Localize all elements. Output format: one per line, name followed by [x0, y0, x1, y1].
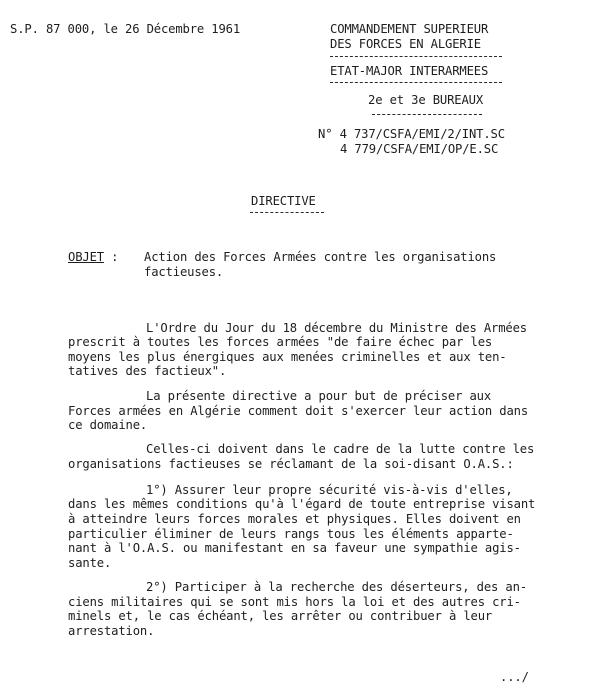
list-item-line: minels et, le cas échéant, les arrêter ou contribuer à leur: [68, 609, 493, 623]
paragraph-line: moyens les plus énergiques aux menées criminelles et aux ten-: [68, 350, 507, 364]
header-divider: [372, 114, 482, 115]
list-item-line: ciens militaires qui se sont mis hors la loi et des autres cri-: [68, 595, 521, 609]
subject-label: OBJET: [68, 250, 104, 264]
list-item-line: particulier éliminer de leurs rangs tous les éléments apparte-: [68, 527, 514, 541]
paragraph-line: Celles-ci doivent dans le cadre de la lutte contre les: [146, 442, 535, 456]
reference-number-1: N° 4 737/CSFA/EMI/2/INT.SC: [318, 127, 505, 141]
header-divider: [330, 82, 502, 83]
subject-text: Action des Forces Armées contre les organisations: [144, 250, 497, 264]
list-item-line: dans les mêmes conditions qu'à l'égard de toute entreprise visant: [68, 497, 536, 511]
title-underline: [250, 212, 324, 213]
subject-line: [68, 250, 118, 264]
org-name-line1: COMMANDEMENT SUPERIEUR: [330, 22, 489, 36]
paragraph-line: Forces armées en Algérie comment doit s'exercer leur action dans: [68, 404, 528, 418]
bureaux: 2e et 3e BUREAUX: [368, 93, 483, 107]
subject-separator: :: [103, 250, 119, 264]
paragraph-line: ce domaine.: [68, 418, 148, 432]
list-item-line: à atteindre leurs forces morales et physiques. Elles doivent en: [68, 512, 521, 526]
list-item-line: 1°) Assurer leur propre sécurité vis-à-vis d'elles,: [146, 483, 513, 497]
org-name-line2: DES FORCES EN ALGERIE: [330, 37, 481, 51]
paragraph-line: prescrit à toutes les forces armées "de faire échec par les: [68, 335, 493, 349]
paragraph-line: organisations factieuses se réclamant de la soi-disant O.A.S.:: [68, 457, 514, 471]
header-divider: [330, 56, 502, 57]
staff-name: ETAT-MAJOR INTERARMEES: [330, 64, 489, 78]
list-item-line: 2°) Participer à la recherche des déserteurs, des an-: [146, 580, 527, 594]
subject-text: factieuses.: [144, 265, 224, 279]
list-item-line: nant à l'O.A.S. ou manifestant en sa faveur une sympathie agis-: [68, 541, 521, 555]
continuation-mark: .../: [500, 670, 529, 684]
paragraph-line: La présente directive a pour but de préciser aux: [146, 389, 491, 403]
reference-number-2: 4 779/CSFA/EMI/OP/E.SC: [340, 142, 499, 156]
document-title: DIRECTIVE: [251, 194, 316, 208]
list-item-line: sante.: [68, 556, 112, 570]
paragraph-line: tatives des factieux".: [68, 364, 227, 378]
place-date: S.P. 87 000, le 26 Décembre 1961: [10, 22, 240, 36]
list-item-line: arrestation.: [68, 624, 155, 638]
paragraph-line: L'Ordre du Jour du 18 décembre du Ministre des Armées: [146, 321, 527, 335]
